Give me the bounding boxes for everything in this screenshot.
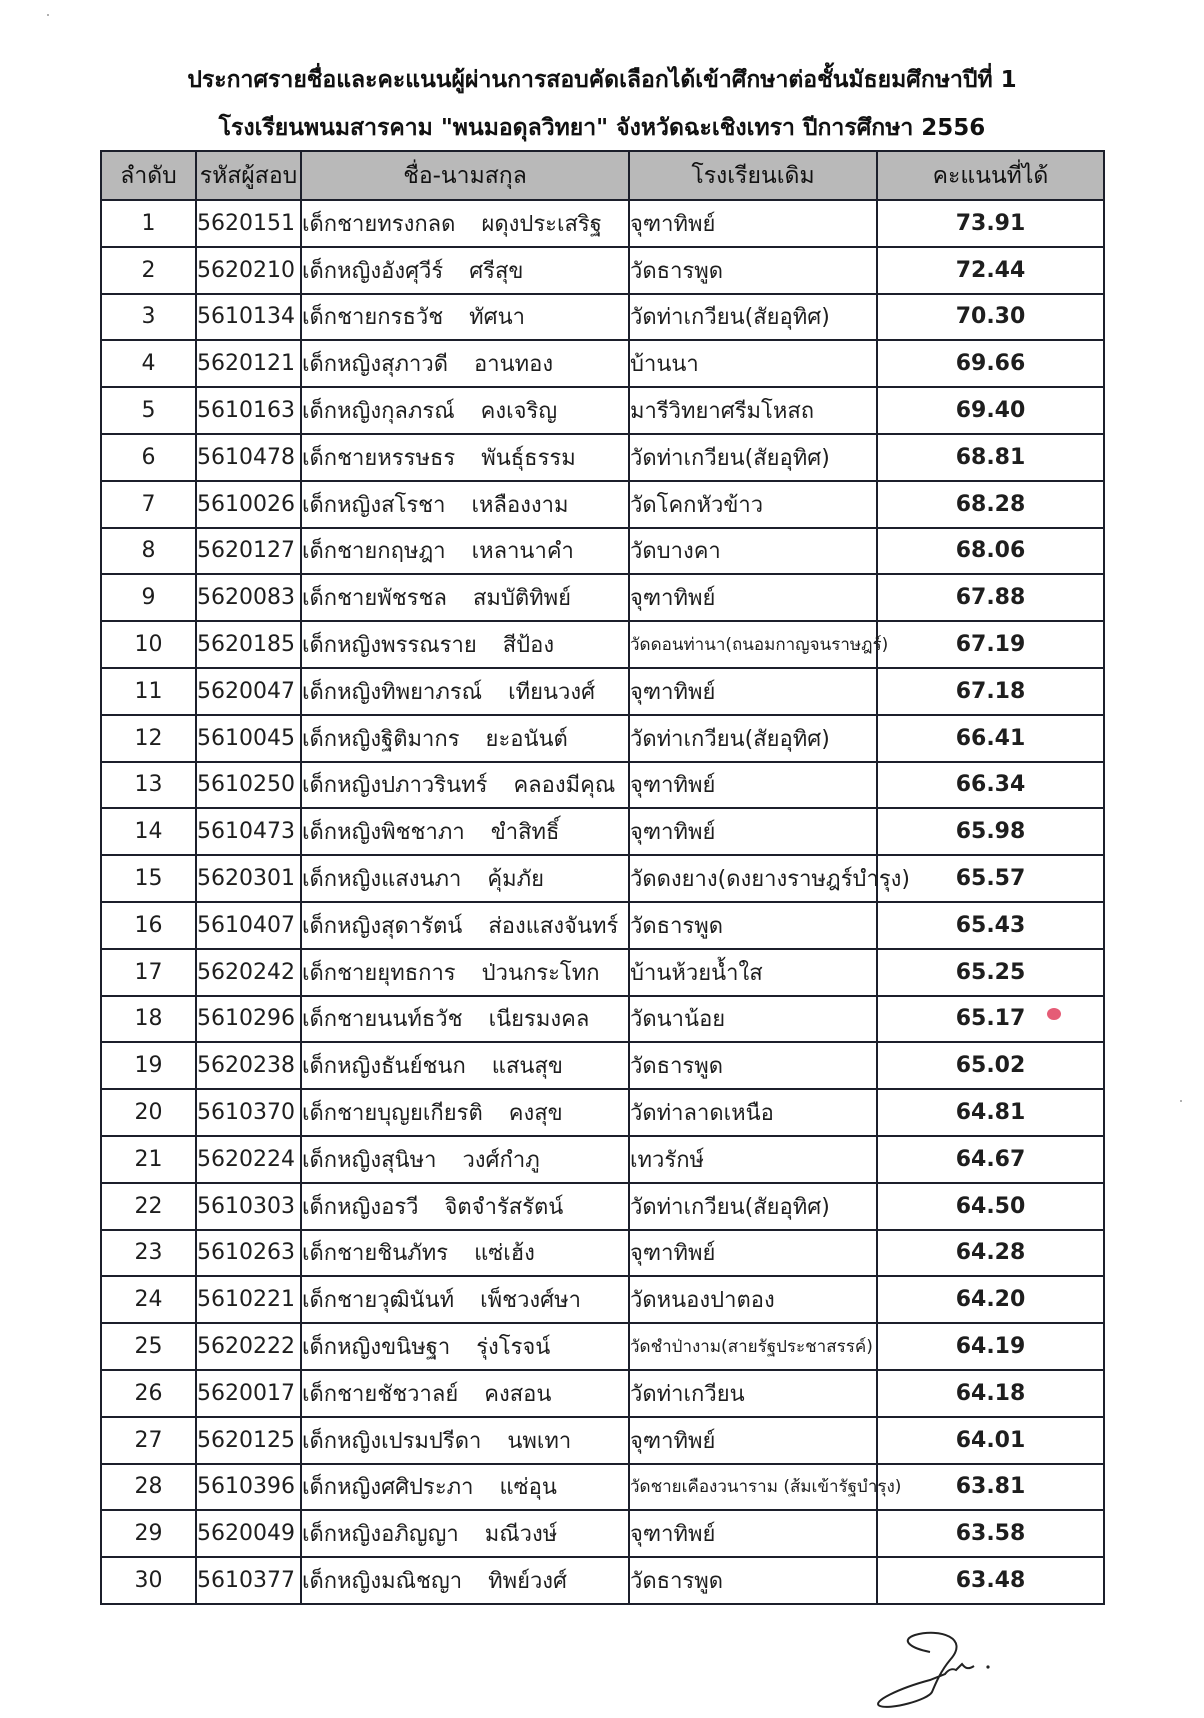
first-name: เด็กชายชัชวาลย์ [302,1381,459,1407]
cell-exam-id: 5620121 [196,340,301,387]
cell-rank: 8 [101,528,196,575]
table-row [101,528,1104,575]
table-row [101,949,1104,996]
last-name: ศรีสุข [469,258,524,284]
cell-rank: 13 [101,762,196,809]
table-row [101,1370,1104,1417]
cell-exam-id: 5620047 [196,668,301,715]
cell-exam-id: 5610473 [196,808,301,855]
cell-exam-id: 5620127 [196,528,301,575]
cell-school: วัดท่าลาดเหนือ [629,1089,877,1136]
cell-score: 65.17 [877,996,1104,1043]
first-name: เด็กหญิงสโรชา [302,492,446,518]
last-name: คงสุข [508,1101,563,1127]
first-name: เด็กชายกรธวัช [302,305,444,331]
cell-exam-id: 5620242 [196,949,301,996]
cell-exam-id: 5610296 [196,996,301,1043]
cell-school: วัดธารพูด [629,902,877,949]
cell-school: วัดหนองปาตอง [629,1276,877,1323]
cell-rank: 4 [101,340,196,387]
first-name: เด็กหญิงทิพยาภรณ์ [302,679,483,705]
cell-score: 73.91 [877,200,1104,247]
cell-rank: 17 [101,949,196,996]
cell-rank: 22 [101,1183,196,1230]
cell-rank: 3 [101,294,196,341]
cell-score: 65.43 [877,902,1104,949]
cell-rank: 5 [101,387,196,434]
cell-score: 67.18 [877,668,1104,715]
first-name: เด็กชายยุทธการ [302,960,456,986]
first-name: เด็กหญิงแสงนภา [302,867,462,893]
cell-rank: 7 [101,481,196,528]
last-name: ขำสิทธิ์ [490,820,560,846]
cell-exam-id: 5610396 [196,1464,301,1511]
cell-exam-id: 5620224 [196,1136,301,1183]
table-row [101,1042,1104,1089]
cell-rank: 26 [101,1370,196,1417]
cell-exam-id: 5610263 [196,1230,301,1277]
last-name: สมบัติทิพย์ [472,586,572,612]
header-score: คะแนนที่ได้ [877,151,1104,200]
cell-exam-id: 5610134 [196,294,301,341]
table-row [101,996,1104,1043]
cell-school: จุฑาทิพย์ [629,762,877,809]
cell-rank: 12 [101,715,196,762]
first-name: เด็กหญิงศศิประภา [302,1475,474,1501]
cell-school: บ้านห้วยน้ำใส [629,949,877,996]
cell-score: 65.25 [877,949,1104,996]
cell-exam-id: 5610370 [196,1089,301,1136]
cell-name [301,574,629,621]
first-name: เด็กชายทรงกลด [302,211,456,237]
cell-exam-id: 5620151 [196,200,301,247]
first-name: เด็กหญิงอังศุวีร์ [302,258,444,284]
cell-score: 64.20 [877,1276,1104,1323]
table-row [101,1323,1104,1370]
cell-score: 69.40 [877,387,1104,434]
table-row [101,1557,1104,1604]
first-name: เด็กหญิงมณิชญา [302,1569,463,1594]
scan-speck [47,14,49,16]
cell-rank: 10 [101,621,196,668]
cell-school: จุฑาทิพย์ [629,574,877,621]
cell-score: 67.19 [877,621,1104,668]
table-row [101,902,1104,949]
cell-school: วัดธารพูด [629,247,877,294]
last-name: คลองมีคุณ [513,773,616,799]
cell-name [301,808,629,855]
cell-school: บ้านนา [629,340,877,387]
cell-score: 64.50 [877,1183,1104,1230]
last-name: อานทอง [474,352,554,378]
results-table [100,150,1105,1605]
last-name: มณีวงษ์ [484,1522,558,1548]
table-row [101,387,1104,434]
last-name: เพ็ชวงศ์ษา [480,1288,581,1314]
cell-rank: 21 [101,1136,196,1183]
cell-score: 67.88 [877,574,1104,621]
table-row [101,1230,1104,1277]
last-name: จิตจำรัสรัตน์ [444,1194,564,1220]
cell-school: วัดชายเคืองวนาราม (ส้มเข้ารัฐบำรุง) [629,1464,877,1511]
cell-name [301,1323,629,1370]
last-name: เหลานาคำ [471,539,574,565]
cell-school: มารีวิทยาศรีมโหสถ [629,387,877,434]
cell-exam-id: 5620222 [196,1323,301,1370]
header-rank: ลำดับ [101,151,196,200]
cell-name [301,1370,629,1417]
cell-rank: 28 [101,1464,196,1511]
cell-name [301,855,629,902]
table-row [101,1464,1104,1511]
cell-name [301,481,629,528]
cell-school: จุฑาทิพย์ [629,200,877,247]
cell-name [301,1136,629,1183]
cell-school: จุฑาทิพย์ [629,1417,877,1464]
document-title-line2: โรงเรียนพนมสารคาม "พนมอดุลวิทยา" จังหวัดฉะเชิงเทรา ปีการศึกษา 2556 [218,115,986,141]
table-row [101,247,1104,294]
cell-school: วัดท่าเกวียน(สัยอุทิศ) [629,715,877,762]
table-body [101,200,1104,1604]
cell-name [301,1089,629,1136]
table-row [101,294,1104,341]
cell-name [301,1557,629,1604]
first-name: เด็กหญิงพรรณราย [302,633,477,659]
first-name: เด็กหญิงสุภาวดี [302,352,449,378]
cell-name [301,902,629,949]
cell-name [301,200,629,247]
cell-exam-id: 5620083 [196,574,301,621]
cell-score: 64.01 [877,1417,1104,1464]
signature-icon [870,1630,1030,1715]
cell-school: วัดดงยาง(ดงยางราษฎร์บำรุง) [629,855,877,902]
cell-exam-id: 5610026 [196,481,301,528]
cell-score: 65.98 [877,808,1104,855]
cell-name [301,434,629,481]
cell-score: 68.06 [877,528,1104,575]
cell-exam-id: 5610250 [196,762,301,809]
last-name: แซ่เฮ้ง [474,1241,535,1267]
cell-school: วัดท่าเกวียน(สัยอุทิศ) [629,1183,877,1230]
cell-score: 66.34 [877,762,1104,809]
first-name: เด็กหญิงธันย์ชนก [302,1054,466,1080]
cell-school: จุฑาทิพย์ [629,1510,877,1557]
first-name: เด็กชายชินภัทร [302,1241,449,1267]
cell-name [301,1042,629,1089]
first-name: เด็กหญิงฐิติมากร [302,726,460,752]
table-row [101,808,1104,855]
table-header-row [101,151,1104,200]
cell-school: วัดธารพูด [629,1557,877,1604]
table-row [101,481,1104,528]
table-row [101,1136,1104,1183]
cell-score: 63.58 [877,1510,1104,1557]
cell-score: 65.02 [877,1042,1104,1089]
cell-name [301,247,629,294]
first-name: เด็กชายวุฒินันท์ [302,1288,455,1314]
cell-school: วัดนาน้อย [629,996,877,1043]
cell-name [301,528,629,575]
header-school: โรงเรียนเดิม [629,151,877,200]
table-row [101,621,1104,668]
cell-name [301,294,629,341]
table-row [101,434,1104,481]
cell-rank: 27 [101,1417,196,1464]
last-name: คุ้มภัย [487,867,544,893]
last-name: แซ่อุน [499,1475,557,1501]
last-name: แสนสุข [491,1054,563,1080]
last-name: เนียรมงคล [488,1007,590,1033]
first-name: เด็กชายนนท์ธวัช [302,1007,463,1033]
cell-score: 68.81 [877,434,1104,481]
table-row [101,762,1104,809]
last-name: ยะอนันต์ [485,726,568,752]
cell-exam-id: 5610377 [196,1557,301,1604]
document-title-line1: ประกาศรายชื่อและคะแนนผู้ผ่านการสอบคัดเลือกได้เข้าศึกษาต่อชั้นมัธยมศึกษาปีที่ 1 [187,67,1017,93]
cell-exam-id: 5610221 [196,1276,301,1323]
last-name: ส่องแสงจันทร์ [488,913,619,939]
table-row [101,668,1104,715]
table-row [101,1510,1104,1557]
cell-name [301,1183,629,1230]
cell-exam-id: 5610045 [196,715,301,762]
cell-name [301,1464,629,1511]
cell-exam-id: 5620185 [196,621,301,668]
first-name: เด็กหญิงเปรมปรีดา [302,1428,482,1454]
last-name: สีป้อง [502,633,555,659]
cell-school: จุฑาทิพย์ [629,808,877,855]
cell-school: วัดโคกหัวข้าว [629,481,877,528]
table-row [101,1183,1104,1230]
cell-name [301,668,629,715]
cell-exam-id: 5620017 [196,1370,301,1417]
first-name: เด็กชายหรรษธร [302,445,456,471]
cell-score: 64.81 [877,1089,1104,1136]
first-name: เด็กหญิงสุดารัตน์ [302,913,463,939]
table-row [101,340,1104,387]
cell-rank: 23 [101,1230,196,1277]
last-name: ป่วนกระโทก [481,960,600,986]
cell-score: 63.48 [877,1557,1104,1604]
cell-school: จุฑาทิพย์ [629,668,877,715]
cell-exam-id: 5620301 [196,855,301,902]
cell-rank: 30 [101,1557,196,1604]
cell-score: 64.18 [877,1370,1104,1417]
cell-score: 63.81 [877,1464,1104,1511]
cell-name [301,715,629,762]
cell-exam-id: 5610303 [196,1183,301,1230]
last-name: รุ่งโรจน์ [476,1335,551,1361]
cell-name [301,621,629,668]
table-row [101,1089,1104,1136]
cell-name [301,1276,629,1323]
last-name: นพเทา [507,1428,572,1454]
cell-school: วัดท่าเกวียน(สัยอุทิศ) [629,294,877,341]
last-name: เทียนวงศ์ [508,679,596,705]
red-ink-mark [1047,1008,1061,1020]
table-row [101,715,1104,762]
cell-score: 65.57 [877,855,1104,902]
table-row [101,1417,1104,1464]
cell-rank: 18 [101,996,196,1043]
cell-name [301,1417,629,1464]
cell-score: 68.28 [877,481,1104,528]
cell-rank: 11 [101,668,196,715]
cell-exam-id: 5610163 [196,387,301,434]
cell-name [301,340,629,387]
table-row [101,1276,1104,1323]
first-name: เด็กหญิงสุนิษา [302,1147,437,1173]
cell-name [301,949,629,996]
header-name: ชื่อ-นามสกุล [301,151,629,200]
header-exam-id: รหัสผู้สอบ [196,151,301,200]
cell-school: วัดบางคา [629,528,877,575]
first-name: เด็กชายบุญยเกียรติ [302,1101,483,1127]
cell-name [301,996,629,1043]
cell-name [301,387,629,434]
scan-speck [1180,1100,1182,1102]
last-name: คงสอน [484,1381,552,1407]
cell-score: 64.19 [877,1323,1104,1370]
last-name: พันธุ์ธรรม [481,445,576,471]
table-row [101,200,1104,247]
cell-school: จุฑาทิพย์ [629,1230,877,1277]
cell-rank: 1 [101,200,196,247]
cell-rank: 14 [101,808,196,855]
cell-rank: 6 [101,434,196,481]
first-name: เด็กหญิงขนิษฐา [302,1335,451,1361]
first-name: เด็กหญิงอรวี [302,1194,419,1220]
last-name: ผดุงประเสริฐ [481,211,602,237]
cell-score: 70.30 [877,294,1104,341]
cell-rank: 2 [101,247,196,294]
cell-exam-id: 5620125 [196,1417,301,1464]
first-name: เด็กชายพัชรชล [302,586,447,612]
last-name: วงศ์กำภู [462,1147,540,1173]
cell-score: 72.44 [877,247,1104,294]
cell-score: 69.66 [877,340,1104,387]
last-name: ทัศนา [469,305,526,331]
last-name: เหลืองงาม [471,492,569,518]
last-name: คงเจริญ [480,399,558,425]
cell-school: วัดธารพูด [629,1042,877,1089]
first-name: เด็กหญิงปภาวรินทร์ [302,773,488,799]
cell-exam-id: 5620238 [196,1042,301,1089]
cell-rank: 19 [101,1042,196,1089]
first-name: เด็กหญิงพิชชาภา [302,820,465,846]
cell-school: วัดท่าเกวียน(สัยอุทิศ) [629,434,877,481]
cell-exam-id: 5610407 [196,902,301,949]
cell-score: 64.28 [877,1230,1104,1277]
cell-score: 66.41 [877,715,1104,762]
cell-exam-id: 5610478 [196,434,301,481]
first-name: เด็กหญิงอภิญญา [302,1522,459,1548]
cell-name [301,762,629,809]
first-name: เด็กหญิงกุลภรณ์ [302,399,455,425]
cell-rank: 16 [101,902,196,949]
cell-rank: 20 [101,1089,196,1136]
cell-rank: 29 [101,1510,196,1557]
cell-rank: 24 [101,1276,196,1323]
first-name: เด็กชายกฤษฎา [302,539,446,565]
cell-name [301,1230,629,1277]
cell-school: วัดชำป่างาม(สายรัฐประชาสรรค์) [629,1323,877,1370]
table-row [101,855,1104,902]
cell-exam-id: 5620210 [196,247,301,294]
cell-rank: 9 [101,574,196,621]
cell-school: วัดท่าเกวียน [629,1370,877,1417]
cell-school: เทวรักษ์ [629,1136,877,1183]
cell-school: วัดดอนท่านา(ถนอมกาญจนราษฎร์) [629,621,877,668]
table-row [101,574,1104,621]
cell-exam-id: 5620049 [196,1510,301,1557]
last-name: ทิพย์วงศ์ [488,1569,568,1594]
cell-name [301,1510,629,1557]
cell-rank: 25 [101,1323,196,1370]
cell-rank: 15 [101,855,196,902]
cell-score: 64.67 [877,1136,1104,1183]
